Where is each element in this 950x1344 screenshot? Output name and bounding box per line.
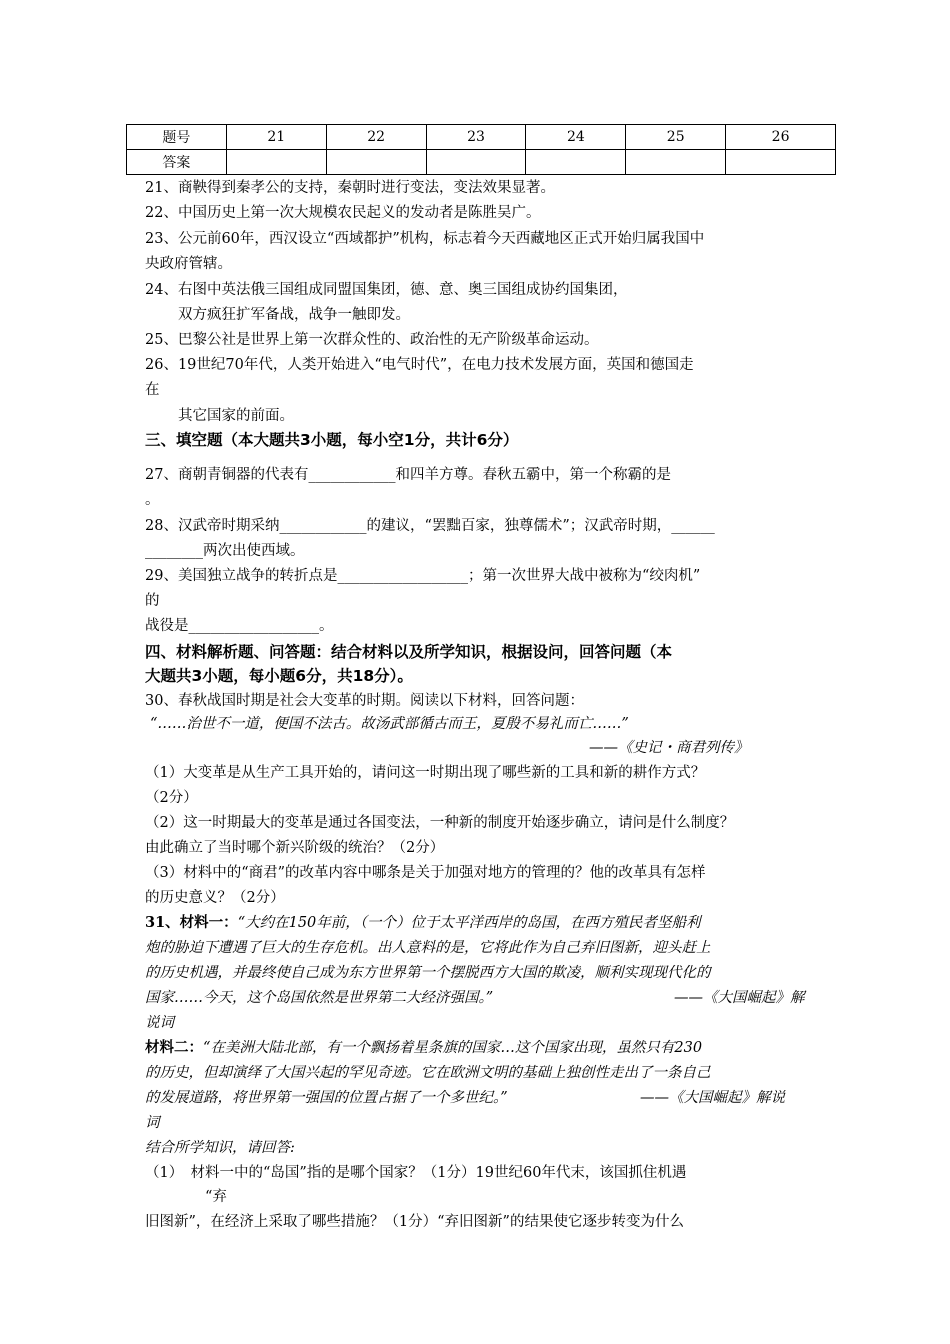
material-2-line1	[145, 1036, 702, 1060]
question-31-prompt: 结合所学知识，请回答:	[145, 1140, 295, 1156]
question-23-line1: 23、公元前60年，西汉设立“西域都护”机构，标志着今天西藏地区正式开始归属我国中	[145, 231, 705, 247]
answer-cell[interactable]	[526, 150, 626, 175]
question-21: 21、商鞅得到秦孝公的支持，秦朝时进行变法，变法效果显著。	[145, 180, 555, 196]
table-cell: 题号	[127, 125, 227, 150]
table-cell: 23	[426, 125, 526, 150]
material-2-text: “在美洲大陆北部，有一个飘扬着星条旗的国家…这个国家出现，虽然只有230	[203, 1040, 703, 1056]
question-26-line1: 26、19世纪70年代，人类开始进入“电气时代”，在电力技术发展方面，英国和德国走	[145, 357, 694, 373]
question-30-1-line1: （1）大变革是从生产工具开始的，请问这一时期出现了哪些新的工具和新的耕作方式？	[145, 765, 706, 781]
section-3-heading: 三、填空题（本大题共3小题，每小空1分，共计6分）	[145, 431, 519, 449]
table-row	[127, 150, 836, 175]
material-1-line1	[145, 911, 701, 935]
table-cell: 22	[326, 125, 426, 150]
answer-cell[interactable]	[626, 150, 726, 175]
material-1-line4: 国家……今天，这个岛国依然是世界第二大经济强国。”	[145, 990, 494, 1006]
answer-cell[interactable]	[226, 150, 326, 175]
material-1-line5: 说词	[145, 1015, 174, 1031]
material-1-label: 31、材料一：	[145, 914, 238, 931]
section-4-heading-line1: 四、材料解析题、问答题：结合材料以及所学知识，根据设问，回答问题（本	[145, 643, 673, 661]
question-30-source: ——《史记・商君列传》	[589, 740, 749, 756]
question-31-1-line1: （1） 材料一中的“岛国”指的是哪个国家？（1分）19世纪60年代末，该国抓住机遇	[145, 1165, 687, 1181]
answer-cell[interactable]	[426, 150, 526, 175]
question-30-intro: 30、春秋战国时期是社会大变革的时期。阅读以下材料，回答问题：	[145, 693, 584, 709]
material-1-line3: 的历史机遇，并最终使自己成为东方世界第一个摆脱西方大国的欺凌，顺利实现现代化的	[145, 965, 711, 981]
question-29-line1: 29、美国独立战争的转折点是__________________；第一次世界大战中被称为“绞肉机”	[145, 568, 701, 584]
question-23-line2: 央政府管辖。	[145, 256, 232, 272]
question-24-line2: 双方疯狂扩军备战，战争一触即发。	[178, 307, 410, 323]
question-30-1-line2: （2分）	[145, 790, 198, 806]
material-2-label: 材料二：	[145, 1039, 203, 1056]
answer-table	[126, 124, 836, 175]
question-29-line3: 战役是__________________。	[145, 618, 334, 634]
material-2-line4: 词	[145, 1115, 160, 1131]
question-27-line2: 。	[145, 492, 160, 508]
material-2-line3: 的发展道路，将世界第一强国的位置占据了一个多世纪。”	[145, 1090, 508, 1106]
question-26-line3: 其它国家的前面。	[178, 408, 294, 424]
section-4-heading-line2: 大题共3小题，每小题6分，共18分）。	[145, 667, 413, 685]
question-30-quote: “……治世不一道，便国不法古。故汤武部循古而王，夏殷不易礼而亡……”	[150, 716, 629, 732]
question-26-line2: 在	[145, 382, 160, 398]
question-25: 25、巴黎公社是世界上第一次群众性的、政治性的无产阶级革命运动。	[145, 332, 599, 348]
answer-cell[interactable]	[726, 150, 836, 175]
material-2-line2: 的历史，但却演绎了大国兴起的罕见奇迹。它在欧洲文明的基础上独创性走出了一条自己	[145, 1065, 711, 1081]
question-27-line1: 27、商朝青铜器的代表有____________和四羊方尊。春秋五霸中，第一个称霸的是	[145, 467, 671, 483]
table-row	[127, 125, 836, 150]
question-24-line1: 24、右图中英法俄三国组成同盟国集团，德、意、奥三国组成协约国集团，	[145, 282, 628, 298]
question-31-1-line3: 旧图新”，在经济上采取了哪些措施？（1分）“弃旧图新”的结果使它逐步转变为什么	[145, 1214, 684, 1230]
question-30-3-line1: （3）材料中的“商君”的改革内容中哪条是关于加强对地方的管理的？他的改革具有怎样	[145, 865, 706, 881]
material-1-source: ——《大国崛起》解	[674, 990, 805, 1006]
question-28-line1: 28、汉武帝时期采纳____________的建议，“罢黜百家，独尊儒术”；汉武帝时期，______	[145, 518, 715, 534]
material-1-line2: 炮的胁迫下遭遇了巨大的生存危机。出人意料的是，它将此作为自己弃旧图新，迎头赶上	[145, 940, 711, 956]
question-30-2-line1: （2）这一时期最大的变革是通过各国变法，一种新的制度开始逐步确立，请问是什么制度？	[145, 815, 735, 831]
answer-cell[interactable]	[326, 150, 426, 175]
question-31-1-line2: “弃	[205, 1189, 227, 1205]
material-1-text: “大约在150年前，（一个）位于太平洋西岸的岛国，在西方殖民者坚船利	[237, 915, 701, 931]
question-29-line2: 的	[145, 593, 160, 609]
material-2-source: ——《大国崛起》解说	[640, 1090, 785, 1106]
table-cell: 答案	[127, 150, 227, 175]
question-30-2-line2: 由此确立了当时哪个新兴阶级的统治？（2分）	[145, 840, 445, 856]
question-22: 22、中国历史上第一次大规模农民起义的发动者是陈胜吴广。	[145, 205, 541, 221]
table-cell: 26	[726, 125, 836, 150]
question-28-line2: ________两次出使西域。	[145, 543, 305, 559]
question-30-3-line2: 的历史意义？（2分）	[145, 890, 285, 906]
table-cell: 24	[526, 125, 626, 150]
table-cell: 21	[226, 125, 326, 150]
table-cell: 25	[626, 125, 726, 150]
